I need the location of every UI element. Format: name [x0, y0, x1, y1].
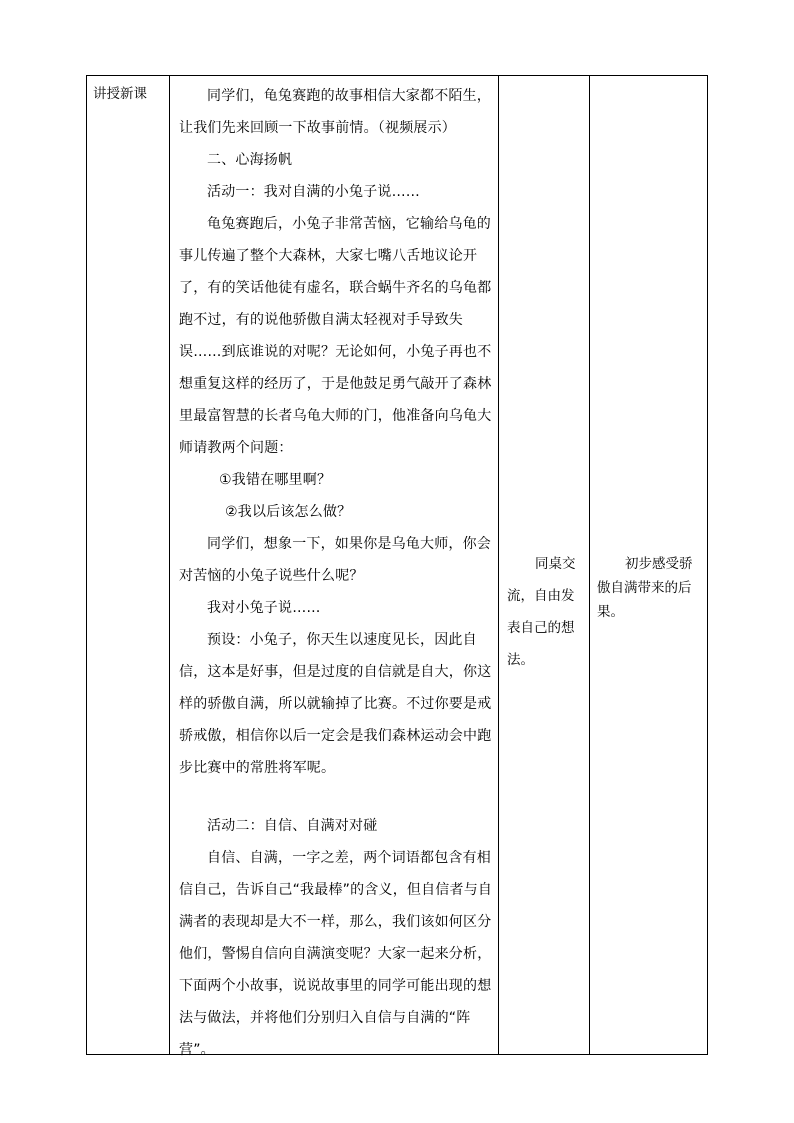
content-paragraph: 我对小兔子说……: [207, 600, 321, 616]
content-paragraph: 龟兔赛跑后，小兔子非常苦恼，它输给乌龟的事儿传遍了整个大森林，大家七嘴八舌地议论开了，有的笑话他徒有虚名，联合蜗牛齐名的乌龟都跑不过，有的说他骄傲自满太轻视对手导致失误……到底谁说的对呢？无论如何，小兔子再也不想重复这样的经历了，于是他鼓足勇气敲开了森林里最富智慧的长者乌龟大师的门，他准备向乌龟大师请教两个问题：: [179, 216, 492, 456]
question-item: ②我以后该怎么做？: [225, 504, 352, 520]
content-heading: 二、心海扬帆: [207, 152, 293, 168]
student-activity-text: 同桌交流，自由发表自己的想法。: [507, 556, 576, 668]
section-label: 讲授新课: [93, 86, 147, 102]
teaching-content-cell: [171, 76, 497, 1066]
section-label-cell: [87, 76, 169, 102]
column-divider: [498, 76, 499, 1054]
content-paragraph: 预设：小兔子，你天生以速度见长，因此自信，这本是好事，但是过度的自信就是自大，你这样的骄傲自满，所以就输掉了比赛。不过你要是戒骄戒傲，相信你以后一定会是我们森林运动会中跑步比赛中的常胜将军呢。: [179, 632, 492, 776]
content-paragraph: 同学们，龟兔赛跑的故事相信大家都不陌生，让我们先来回顾一下故事前情。（视频展示）: [179, 88, 491, 136]
column-divider: [169, 76, 170, 1054]
content-paragraph: 同学们，想象一下，如果你是乌龟大师，你会对苦恼的小兔子说些什么呢？: [179, 536, 491, 584]
activity-title: 活动一：我对自满的小兔子说……: [207, 184, 420, 200]
design-intent-text: 初步感受骄傲自满带来的后果。: [597, 556, 693, 620]
spacer: [179, 784, 493, 810]
column-divider: [589, 76, 590, 1054]
question-item: ①我错在哪里啊？: [219, 472, 332, 488]
activity-title: 活动二：自信、自满对对碰: [207, 818, 378, 834]
content-paragraph: 自信、自满，一字之差，两个词语都包含有相信自己，告诉自己“我最棒”的含义，但自信者与自满者的表现却是大不一样，那么，我们该如何区分他们，警惕自信向自满演变呢？大家一起来分析，下面两个小故事，说说故事里的同学可能出现的想法与做法，并将他们分别归入自信与自满的“阵营”。: [179, 850, 493, 1058]
lesson-table: [86, 75, 708, 1058]
